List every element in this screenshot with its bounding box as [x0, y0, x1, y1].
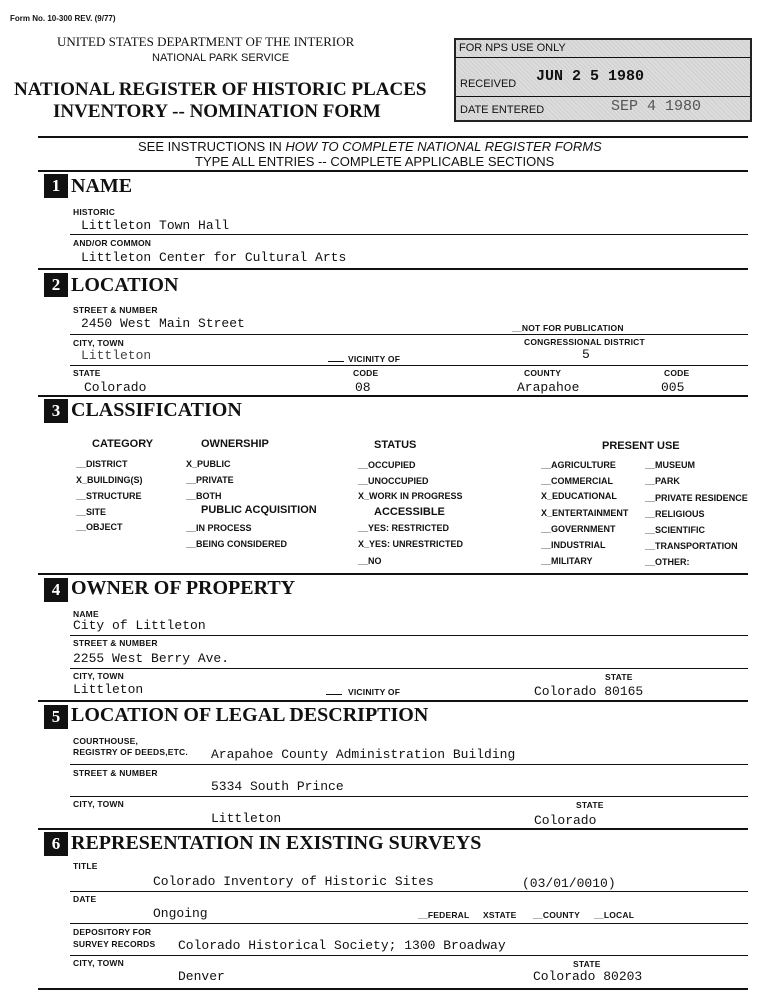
- category-header: CATEGORY: [92, 438, 154, 450]
- department-name: UNITED STATES DEPARTMENT OF THE INTERIOR: [57, 34, 355, 49]
- acquisition-option: __IN PROCESS: [186, 523, 252, 533]
- vicinity-label: VICINITY OF: [348, 354, 401, 364]
- state-code-label: CODE: [353, 368, 379, 378]
- owner-vicinity-label: VICINITY OF: [348, 687, 401, 697]
- accessible-option: __NO: [358, 556, 382, 566]
- section-title-legal: LOCATION OF LEGAL DESCRIPTION: [71, 704, 429, 726]
- location-street: 2450 West Main Street: [81, 316, 245, 331]
- present-use-option: __MILITARY: [541, 556, 593, 566]
- section-title-location: LOCATION: [71, 274, 179, 296]
- survey-title-label: TITLE: [73, 861, 98, 871]
- owner-street-label: STREET & NUMBER: [73, 638, 158, 648]
- historic-name: Littleton Town Hall: [81, 218, 230, 233]
- legal-street-label: STREET & NUMBER: [73, 768, 158, 778]
- ownership-option: __BOTH: [186, 491, 222, 501]
- owner-state-label: STATE: [605, 672, 633, 682]
- survey-records-label: SURVEY RECORDS: [73, 939, 156, 949]
- owner-name-label: NAME: [73, 609, 99, 619]
- date-entered-label: DATE ENTERED: [460, 104, 545, 116]
- survey-county: __COUNTY: [533, 910, 580, 920]
- section-number-4: 4: [44, 578, 68, 602]
- status-option: __UNOCCUPIED: [358, 476, 429, 486]
- survey-state-label: STATE: [573, 959, 601, 969]
- present-use-option: __PARK: [645, 476, 680, 486]
- section-number-6: 6: [44, 832, 68, 856]
- present-use-header: PRESENT USE: [602, 440, 680, 452]
- service-name: NATIONAL PARK SERVICE: [152, 52, 290, 64]
- received-stamp: JUN 2 5 1980: [536, 68, 645, 85]
- status-header: STATUS: [374, 439, 417, 451]
- survey-code: (03/01/0010): [522, 876, 616, 891]
- instructions-line1: [138, 139, 602, 154]
- location-county: Arapahoe: [517, 380, 580, 395]
- registry-name: Arapahoe County Administration Building: [211, 747, 516, 762]
- category-option: __SITE: [76, 507, 107, 517]
- section-number-5: 5: [44, 705, 68, 729]
- accessible-option: X_YES: UNRESTRICTED: [358, 539, 464, 549]
- legal-state-label: STATE: [576, 800, 604, 810]
- present-use-option: __AGRICULTURE: [541, 460, 616, 470]
- ownership-option: __PRIVATE: [186, 475, 234, 485]
- legal-city-label: CITY, TOWN: [73, 799, 124, 809]
- section-title-name: NAME: [71, 175, 133, 197]
- congressional-label: CONGRESSIONAL DISTRICT: [524, 337, 645, 347]
- depository: Colorado Historical Society; 1300 Broadway: [178, 938, 506, 953]
- present-use-option: __RELIGIOUS: [645, 509, 705, 519]
- survey-date-label: DATE: [73, 894, 97, 904]
- legal-street: 5334 South Prince: [211, 779, 344, 794]
- survey-date: Ongoing: [153, 906, 208, 921]
- section-title-surveys: REPRESENTATION IN EXISTING SURVEYS: [71, 832, 482, 854]
- legal-city: Littleton: [211, 811, 282, 826]
- instructions-prefix: SEE INSTRUCTIONS IN: [138, 139, 286, 154]
- state-code: 08: [355, 380, 371, 395]
- nps-use-label: FOR NPS USE ONLY: [459, 42, 566, 54]
- location-city: Littleton: [81, 348, 152, 363]
- present-use-option: __PRIVATE RESIDENCE: [645, 493, 748, 503]
- date-entered-stamp: SEP 4 1980: [611, 98, 702, 115]
- survey-federal: __FEDERAL: [418, 910, 470, 920]
- present-use-option: __MUSEUM: [645, 460, 696, 470]
- county-label: COUNTY: [524, 368, 562, 378]
- location-state: Colorado: [84, 380, 147, 395]
- present-use-option: X_ENTERTAINMENT: [541, 508, 629, 518]
- congressional-district: 5: [582, 347, 590, 362]
- depository-label: DEPOSITORY FOR: [73, 927, 152, 937]
- instructions-line2: TYPE ALL ENTRIES -- COMPLETE APPLICABLE SECTIONS: [195, 154, 555, 169]
- owner-city: Littleton: [73, 682, 144, 697]
- not-for-publication: __NOT FOR PUBLICATION: [512, 323, 624, 333]
- registry-label: REGISTRY OF DEEDS,ETC.: [73, 747, 188, 757]
- county-code-label: CODE: [664, 368, 690, 378]
- state-label: STATE: [73, 368, 101, 378]
- section-number-1: 1: [44, 174, 68, 198]
- present-use-option: X_EDUCATIONAL: [541, 491, 617, 501]
- owner-state: Colorado 80165: [534, 684, 644, 699]
- section-title-classification: CLASSIFICATION: [71, 399, 242, 421]
- accessible-option: __YES: RESTRICTED: [358, 523, 450, 533]
- ownership-header: OWNERSHIP: [201, 438, 269, 450]
- survey-city-label: CITY, TOWN: [73, 958, 124, 968]
- survey-local: __LOCAL: [594, 910, 635, 920]
- owner-city-label: CITY, TOWN: [73, 671, 124, 681]
- section-number-2: 2: [44, 273, 68, 297]
- category-option: X_BUILDING(S): [76, 475, 143, 485]
- section-number-3: 3: [44, 399, 68, 423]
- category-option: __DISTRICT: [76, 459, 128, 469]
- courthouse-label: COURTHOUSE,: [73, 736, 139, 746]
- common-name: Littleton Center for Cultural Arts: [81, 250, 347, 265]
- accessible-header: ACCESSIBLE: [374, 506, 445, 518]
- section-title-owner: OWNER OF PROPERTY: [71, 577, 296, 599]
- historic-label: HISTORIC: [73, 207, 116, 217]
- street-label: STREET & NUMBER: [73, 305, 158, 315]
- received-label: RECEIVED: [460, 78, 517, 90]
- present-use-option: __TRANSPORTATION: [645, 541, 738, 551]
- owner-street: 2255 West Berry Ave.: [73, 651, 230, 666]
- form-title-line1: NATIONAL REGISTER OF HISTORIC PLACES: [14, 79, 427, 100]
- present-use-option: __COMMERCIAL: [541, 476, 614, 486]
- status-option: X_WORK IN PROGRESS: [358, 491, 463, 501]
- status-option: __OCCUPIED: [358, 460, 416, 470]
- present-use-option: __OTHER:: [645, 557, 690, 567]
- survey-state: Colorado 80203: [533, 969, 643, 984]
- survey-city: Denver: [178, 969, 225, 984]
- owner-name: City of Littleton: [73, 618, 206, 633]
- instructions-title: HOW TO COMPLETE NATIONAL REGISTER FORMS: [285, 139, 602, 154]
- form-number: Form No. 10-300 REV. (9/77): [10, 14, 116, 23]
- category-option: __STRUCTURE: [76, 491, 142, 501]
- acquisition-header: PUBLIC ACQUISITION: [201, 504, 317, 516]
- city-label: CITY, TOWN: [73, 338, 124, 348]
- survey-title: Colorado Inventory of Historic Sites: [153, 874, 434, 889]
- legal-state: Colorado: [534, 813, 597, 828]
- present-use-option: __SCIENTIFIC: [645, 525, 706, 535]
- acquisition-option: __BEING CONSIDERED: [186, 539, 288, 549]
- common-name-label: AND/OR COMMON: [73, 238, 152, 248]
- ownership-option: X_PUBLIC: [186, 459, 231, 469]
- category-option: __OBJECT: [76, 522, 123, 532]
- present-use-option: __GOVERNMENT: [541, 524, 616, 534]
- nps-use-box: [454, 38, 752, 122]
- county-code: 005: [661, 380, 685, 395]
- form-title-line2: INVENTORY -- NOMINATION FORM: [53, 101, 381, 122]
- survey-state-option: XSTATE: [483, 910, 517, 920]
- present-use-option: __INDUSTRIAL: [541, 540, 606, 550]
